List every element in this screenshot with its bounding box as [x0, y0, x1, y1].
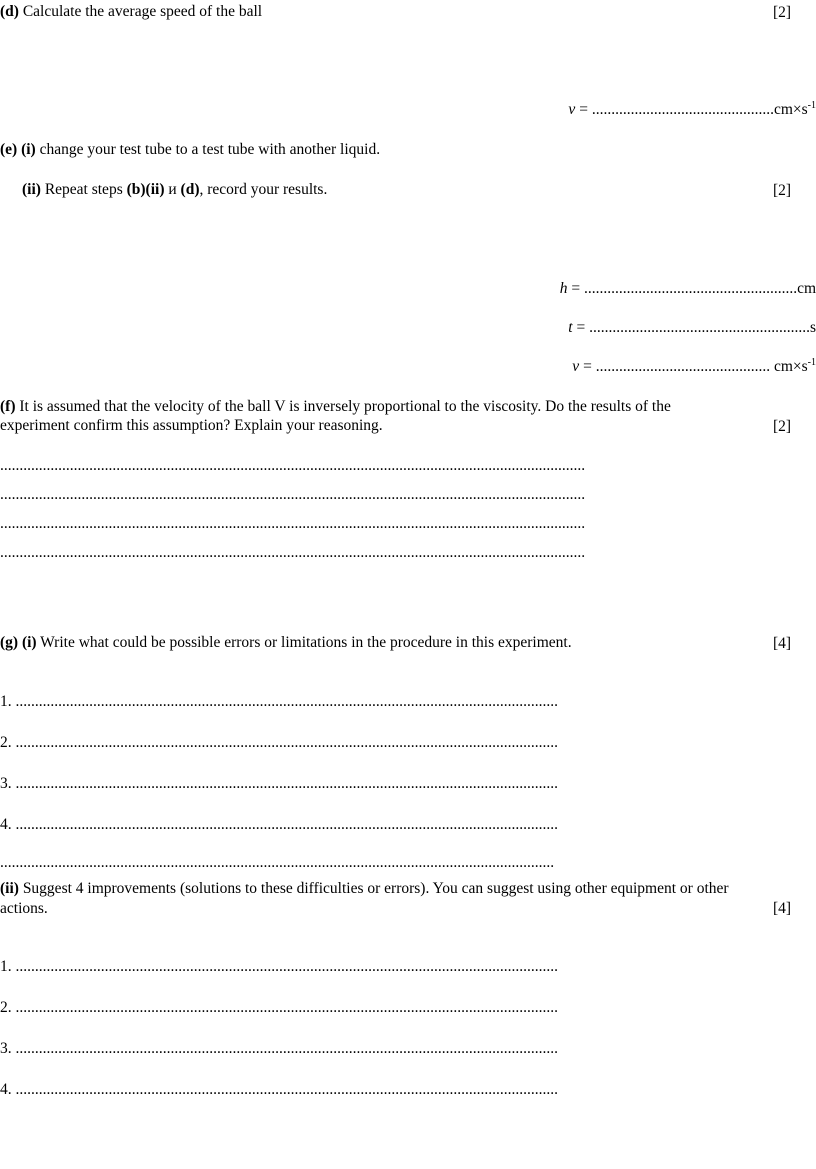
answer-e-t[interactable]: t = .........................................................s [568, 319, 816, 336]
question-e-i [0, 140, 380, 159]
answer-e-h[interactable]: h = .......................................................cm [559, 280, 816, 297]
answer-blank: ......................................................... [589, 319, 810, 336]
question-e-label: (e) (i) [0, 141, 36, 158]
question-f-marks: [2] [773, 418, 792, 435]
question-e-marks: [2] [773, 182, 792, 199]
answer-blank: ............................................... [591, 101, 774, 118]
answer-e-v[interactable]: v = ............................................. $cm\times s^{-1}$ [572, 357, 816, 375]
question-d-text: Calculate the average speed of the ball [18, 3, 263, 20]
question-d-marks: [2] [773, 4, 792, 21]
question-d-label: (d) [0, 3, 19, 20]
list-item[interactable]: 2. ............................................................................................................................................ [0, 999, 558, 1016]
answer-d-v[interactable]: $v = ...............................................cm\times s^{-1}$ [568, 100, 816, 118]
answer-line[interactable]: ....................................................................................................................................................... [0, 486, 586, 503]
list-item[interactable]: 3. ............................................................................................................................................ [0, 1040, 558, 1057]
question-f-label: (f) [0, 398, 16, 415]
answer-line[interactable]: ............................................................................................................................................... [0, 854, 555, 871]
list-item[interactable]: 4. ............................................................................................................................................ [0, 1081, 558, 1098]
question-g-ii-line2: actions. [0, 900, 48, 917]
list-item[interactable]: 1. ............................................................................................................................................ [0, 693, 558, 710]
list-item[interactable]: 2. ............................................................................................................................................ [0, 734, 558, 751]
question-g-i: (g) (i) Write what could be possible errors or limitations in the procedure in this experiment. [0, 634, 572, 651]
question-d [0, 2, 262, 21]
list-item[interactable]: 1. ............................................................................................................................................ [0, 958, 558, 975]
question-g-marks: [4] [773, 635, 792, 652]
question-f-line1: (f) It is assumed that the velocity of the ball V is inversely proportional to the viscosity. Do the results of the [0, 398, 671, 415]
question-e-ii: (ii) Repeat steps (b)(ii) и (d), record your results. [22, 181, 328, 198]
question-g-ii-marks: [4] [773, 900, 792, 917]
list-item[interactable]: 3. ............................................................................................................................................ [0, 775, 558, 792]
question-g-label: (g) (i) [0, 634, 37, 651]
answer-line[interactable]: ....................................................................................................................................................... [0, 515, 586, 532]
answer-line[interactable]: ....................................................................................................................................................... [0, 544, 586, 561]
question-f-line2: experiment confirm this assumption? Explain your reasoning. [0, 417, 383, 434]
question-e-text: change your test tube to a test tube with another liquid. [35, 141, 381, 158]
question-g-ii-line1: (ii) Suggest 4 improvements (solutions to these difficulties or errors). You can suggest using other equipment or other [0, 880, 729, 897]
answer-line[interactable]: ....................................................................................................................................................... [0, 457, 586, 474]
list-item[interactable]: 4. ............................................................................................................................................ [0, 816, 558, 833]
answer-blank: ....................................................... [583, 280, 798, 297]
answer-blank: ............................................. [595, 358, 774, 375]
